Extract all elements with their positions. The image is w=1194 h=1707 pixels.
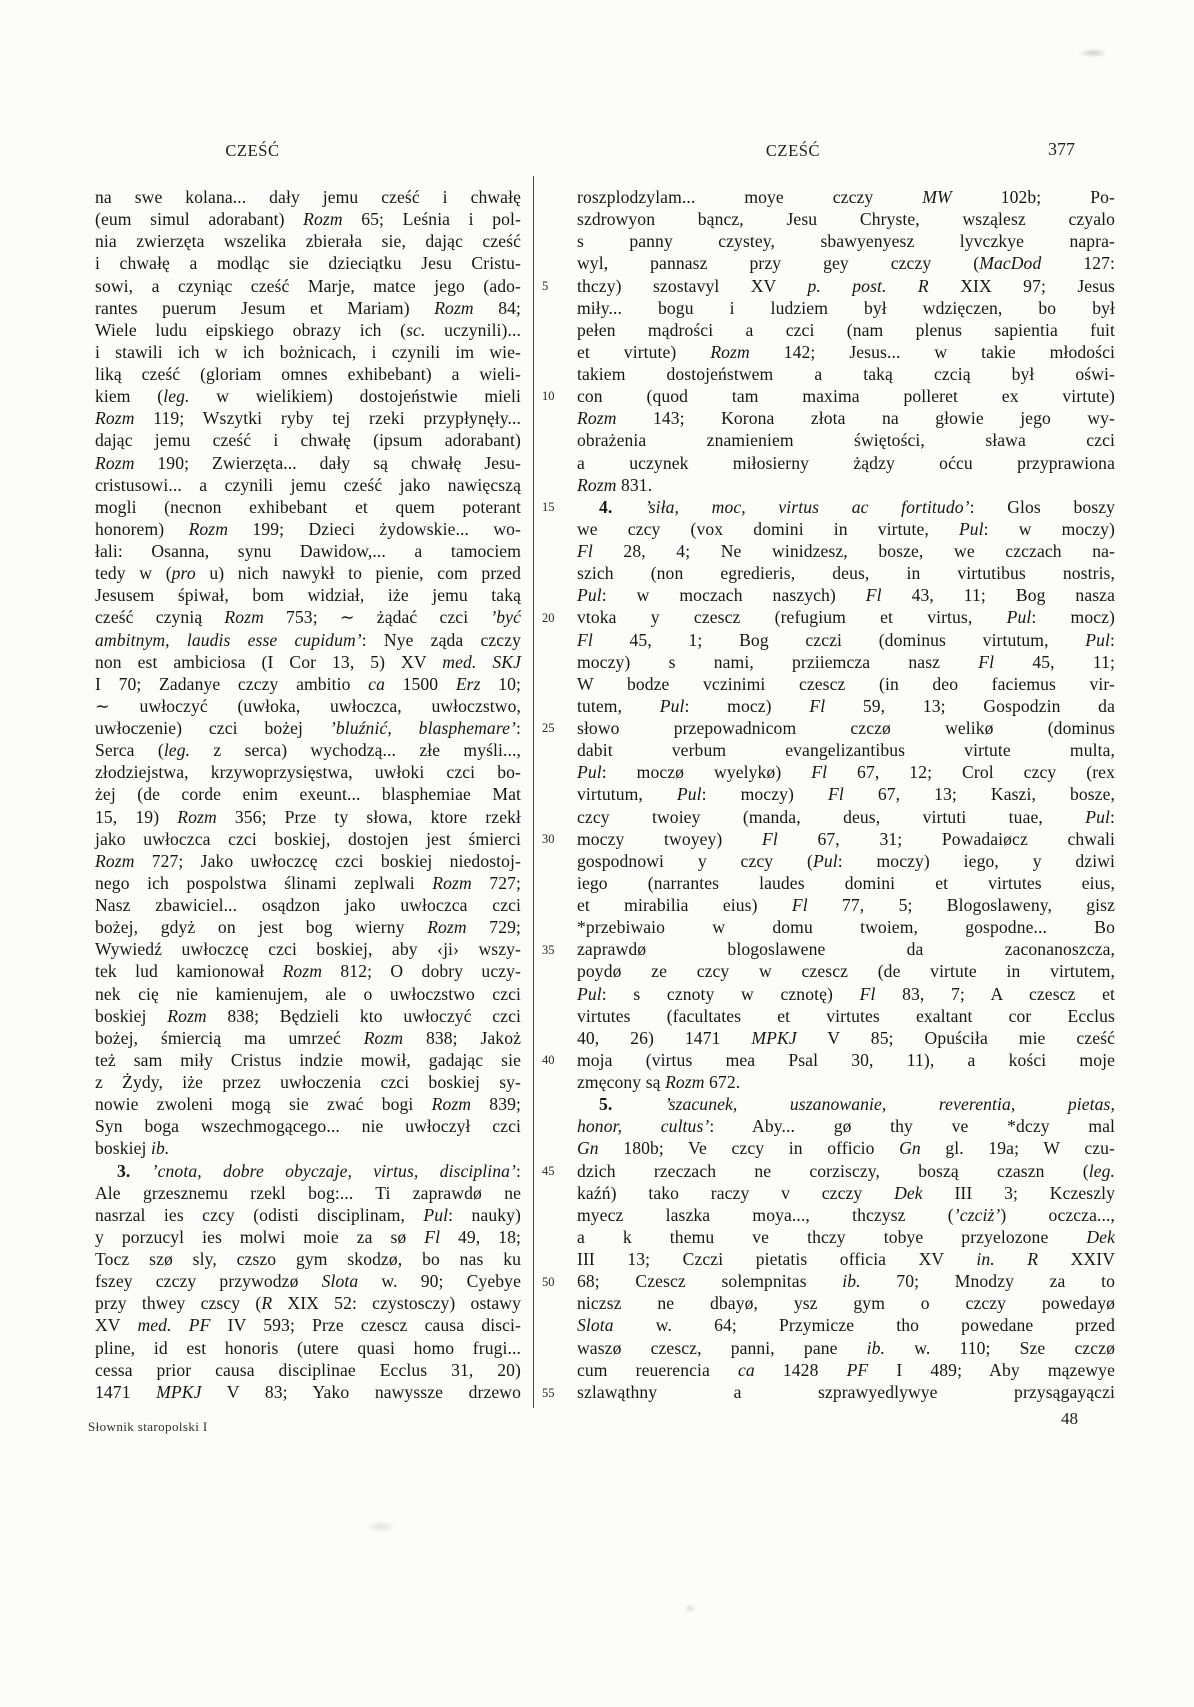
running-head-left: CZEŚĆ xyxy=(225,141,280,160)
text-line: Rozm 190; Zwierzęta... dały są chwałę Jesu- xyxy=(95,452,521,473)
text-line: dzich rzeczach ne corzisczy, boszą czaszn (leg. xyxy=(577,1160,1115,1181)
page-number: 377 xyxy=(1048,139,1075,159)
text-line: pline, id est honoris (utere quasi homo frugi... xyxy=(95,1337,521,1358)
text-line: W bodze vczinimi czescz (in deo faciemus vir- xyxy=(577,673,1115,694)
text-line: nowie zwoleni mogą sie zwać bogi Rozm 839; xyxy=(95,1094,521,1115)
left-text-column xyxy=(95,186,521,1403)
text-line: kaźń) tako raczy v czczy Dek III 3; Kczeszly xyxy=(577,1182,1116,1203)
text-line: moczy twoyey) Fl 67, 31; Powadaiøcz chwali xyxy=(577,828,1115,849)
text-line: cześć czynią Rozm 753; ∼ żądać czci ’być xyxy=(95,607,522,628)
text-line: Rozm 119; Wszytki ryby tej rzeki przypłynęły... xyxy=(95,408,521,429)
text-line: dając jemu cześć i chwałę (ipsum adorabant) xyxy=(95,430,521,451)
text-line: nasrzal ies czcy (odisti disciplinam, Pul: nauky) xyxy=(95,1204,521,1225)
text-line: liką cześć (gloriam omnes exhibebant) a wieli- xyxy=(95,364,521,384)
text-line: rantes puerum Jesum et Mariam) Rozm 84; xyxy=(95,297,522,318)
text-line: bożej, gdyż on jest bog wierny Rozm 729; xyxy=(95,917,521,938)
text-line: moczy) s nami, prziiemcza nasz Fl 45, 11; xyxy=(577,651,1115,672)
text-line: virtutum, Pul: moczy) Fl 67, 13; Kaszi, bosze, xyxy=(577,784,1116,805)
text-line: tutem, Pul: mocz) Fl 59, 13; Gospodzin da xyxy=(577,695,1115,716)
text-line: Wiele ludu eipskiego obrazy ich (sc. uczynili)... xyxy=(95,319,521,340)
text-line: non est ambiciosa (I Cor 13, 5) XV med. SKJ xyxy=(95,651,521,672)
text-line: 4. ’siła, moc, virtus ac fortitudo’: Glos boszy xyxy=(599,496,1115,517)
text-line: zaprawdø blogoslawene da zaconanoszcza, xyxy=(577,939,1115,960)
text-line: roszplodzylam... moye czczy MW 102b; Po- xyxy=(577,187,1115,207)
line-number: 35 xyxy=(542,942,555,957)
line-number: 55 xyxy=(542,1385,555,1400)
text-line: też sam miły Cristus indzie mowił, gadając sie xyxy=(95,1049,521,1070)
text-line: cessa prior causa disciplinae Ecclus 31, 20) xyxy=(95,1359,521,1380)
footer-signature-number: 48 xyxy=(1061,1409,1078,1428)
text-line: czcy twoiey (manda, deus, virtuti tuae, Pul: xyxy=(577,806,1115,827)
text-line: słowo przepowadnicom czczø welikø (dominus xyxy=(577,718,1115,738)
text-line: thczy) szostavyl XV p. post. R XIX 97; Jesus xyxy=(577,275,1116,296)
text-line: honorem) Rozm 199; Dzieci żydowskie... wo- xyxy=(95,518,521,539)
text-line: 3. ’cnota, dobre obyczaje, virtus, disciplina’: xyxy=(117,1160,522,1181)
text-line: *przebiwaio w domu twoiem, gospodne... Bo xyxy=(577,917,1115,938)
text-line: s panny czystey, sbawyenyesz lyvczkye napra- xyxy=(577,231,1115,252)
text-line: na swe kolana... dały jemu cześć i chwałę xyxy=(95,187,521,207)
text-line: szich (non egredieris, deus, in virtutibus nostris, xyxy=(577,563,1115,584)
text-line: Nasz zbawiciel... osądzon jako uwłoczca czci xyxy=(95,895,521,915)
text-line: (eum simul adorabant) Rozm 65; Leśnia i pol- xyxy=(95,209,521,230)
text-line: Pul: moczø wyelykø) Fl 67, 12; Crol czcy (rex xyxy=(577,762,1115,783)
text-line: tek lud kamionował Rozm 812; O dobry uczy- xyxy=(95,961,521,982)
text-line: zmęcony są Rozm 672. xyxy=(577,1072,741,1092)
text-line: a uczynek miłosierny żądzy oćcu przyprawiona xyxy=(577,452,1115,473)
text-line: niczsz ne dbayø, ysz gym o czczy powedayø xyxy=(577,1293,1115,1314)
line-number: 20 xyxy=(542,610,555,625)
text-line: uwłoczenie) czci bożej ’bluźnić, blasphemare’: xyxy=(95,718,521,738)
text-line: Rozm 727; Jako uwłoczcę czci boskiej niedostoj- xyxy=(95,850,521,871)
text-line: i chwałę a modląc sie dzieciątku Jesu Cristu- xyxy=(95,253,521,274)
text-line: gospodnowi y czcy (Pul: moczy) iego, y dziwi xyxy=(577,850,1115,871)
text-line: moja (virtus mea Psal 30, 11), a kości moje xyxy=(577,1049,1115,1070)
text-line: y porzucyl ies molwi moie za sø Fl 49, 18; xyxy=(95,1226,521,1247)
text-line: Pul: s cznoty w cznotę) Fl 83, 7; A czescz et xyxy=(577,983,1116,1004)
line-number: 45 xyxy=(542,1164,555,1179)
text-line: Fl 28, 4; Ne winidzesz, bosze, we czczach na- xyxy=(577,541,1115,561)
line-number-gutter xyxy=(540,186,570,1404)
text-line: i stawili ich w ich bożnicach, i czynili im wie- xyxy=(95,341,521,362)
text-line: cum reuerencia ca 1428 PF I 489; Aby mązewye xyxy=(577,1359,1115,1380)
scan-artifact xyxy=(366,1520,396,1533)
text-line: 40, 26) 1471 MPKJ V 85; Opuściła mie cześć xyxy=(577,1027,1115,1048)
text-line: Slota w. 64; Przymicze tho powedane przed xyxy=(577,1315,1115,1336)
text-line: mogli (necnon exhibebant et quem poterant xyxy=(95,496,521,517)
text-line: nek cię nie kamienujem, ale o uwłoczstwo czci xyxy=(95,983,521,1004)
line-number: 10 xyxy=(542,389,555,404)
text-line: poydø ze czcy w czescz (de virtute in virtutem, xyxy=(577,961,1115,982)
text-line: III 13; Czczi pietatis officia XV in. R XXIV xyxy=(577,1249,1115,1269)
text-line: Fl 45, 1; Bog czczi (dominus virtutum, Pul: xyxy=(577,629,1115,650)
footer-volume-title: Słownik staropolski I xyxy=(88,1419,208,1434)
text-line: Rozm 143; Korona złota na głowie jego wy- xyxy=(577,408,1115,429)
text-line: miły... bogu i ludziem był wdzięczen, bo był xyxy=(577,297,1115,318)
text-line: Rozm 831. xyxy=(577,474,653,495)
text-line: kiem (leg. w wielikiem) dostojeństwie mieli xyxy=(95,386,521,407)
text-line: 1471 MPKJ V 83; Yako nawyssze drzewo xyxy=(95,1381,521,1402)
line-number: 5 xyxy=(542,278,549,293)
text-line: takiem dostojeństwem a taką czcią był oświ- xyxy=(577,364,1115,384)
text-line: myecz laszka moya..., thczysz (’czciż’) oczcza..., xyxy=(577,1204,1115,1225)
text-line: Serca (leg. z serca) wychodzą... złe myśli..., xyxy=(95,740,522,761)
text-line: 15, 19) Rozm 356; Prze ty słowa, ktore rzekł xyxy=(95,806,521,827)
text-line: z Żydy, iże przez uwłoczenia czci boskiej sy- xyxy=(95,1072,521,1092)
text-line: 5. ’szacunek, uszanowanie, reverentia, pietas, xyxy=(599,1094,1115,1115)
text-line: nego ich pospolstwa ślinami zeplwali Rozm 727; xyxy=(95,872,522,893)
text-line: ∼ uwłoczyć (uwłoka, uwłoczca, uwłoczstwo, xyxy=(95,695,521,716)
text-line: vtoka y czescz (refugium et virtus, Pul: mocz) xyxy=(577,607,1115,628)
text-line: et virtute) Rozm 142; Jesus... w takie młodości xyxy=(577,341,1115,362)
text-line: Syn boga wszechmogącego... nie uwłoczył czci xyxy=(95,1116,521,1137)
text-line: virtutes (facultates et virtutes exaltant cor Ecclus xyxy=(577,1005,1115,1026)
text-line: honor, cultus’: Aby... gø thy ve *dczy mal xyxy=(577,1116,1116,1137)
text-line: 68; Czescz solempnitas ib. 70; Mnodzy za to xyxy=(577,1271,1115,1292)
scan-artifact xyxy=(684,1604,696,1613)
text-line: wyl, pannasz przy gey czczy (MacDod 127: xyxy=(577,253,1115,274)
text-line: dabit verbum evangelizantibus virtute multa, xyxy=(577,740,1115,761)
line-number: 50 xyxy=(542,1274,555,1289)
text-line: con (quod tam maxima polleret ex virtute) xyxy=(577,386,1115,407)
text-line: I 70; Zadanye czczy ambitio ca 1500 Erz 10; xyxy=(95,673,521,694)
text-line: XV med. PF IV 593; Prze czescz causa disci- xyxy=(95,1315,522,1336)
scan-artifact xyxy=(1078,48,1108,58)
text-line: ambitnym, laudis esse cupidum’: Nye ząda czczy xyxy=(95,629,521,650)
text-line: cristusowi... a czynili jemu cześć jako nawięcszą xyxy=(95,474,521,495)
line-number: 15 xyxy=(542,499,555,514)
column-divider-rule xyxy=(533,176,534,1408)
text-line: tedy w (pro u) nich nawykł to pienie, com przed xyxy=(95,563,522,584)
text-line: Pul: w moczach naszych) Fl 43, 11; Bog nasza xyxy=(577,585,1115,606)
text-line: Wywiedź uwłoczcę czci boskiej, aby ‹ji› wszy- xyxy=(95,939,521,960)
text-line: żej (de corde enim exeunt... blasphemiae Mat xyxy=(95,784,521,805)
text-line: obrażenia znamieniem świętości, sława czci xyxy=(577,430,1115,451)
text-line: jako uwłoczca czci boskiej, dostojen jest śmierci xyxy=(95,828,521,849)
text-line: et mirabilia eius) Fl 77, 5; Blogoslaweny, gisz xyxy=(577,895,1115,915)
line-number: 40 xyxy=(542,1053,555,1068)
text-line: nia zwierzęta wszelika zbierała sie, dając cześć xyxy=(95,231,521,252)
text-line: bożej, śmiercią ma umrzeć Rozm 838; Jakoż xyxy=(95,1027,522,1048)
text-line: łali: Osanna, synu Dawidow,... a tamociem xyxy=(95,541,521,561)
text-line: fszey czczy przywodzø Slota w. 90; Cyebye xyxy=(95,1271,521,1292)
text-line: boskiej ib. xyxy=(95,1138,170,1159)
right-text-column xyxy=(577,186,1115,1403)
text-line: pełen mądrości a czci (nam plenus sapientia fuit xyxy=(577,319,1115,340)
text-line: we czcy (vox domini in virtute, Pul: w moczy) xyxy=(577,518,1115,539)
text-line: sowi, a czyniąc cześć Marje, matce jego (ado- xyxy=(95,275,521,296)
text-line: Tocz szø sly, czszo gym skodzø, bo nas ku xyxy=(95,1249,521,1269)
text-line: Gn 180b; Ve czcy in officio Gn gl. 19a; W czu- xyxy=(577,1138,1115,1159)
text-line: Jesusem śpiwał, bom widział, iże jemu taką xyxy=(95,585,521,606)
text-line: Ale grzesznemu rzekl bog:... Ti zaprawdø ne xyxy=(95,1182,521,1203)
text-line: waszø czescz, panni, pane ib. w. 110; Sze czczø xyxy=(577,1337,1115,1358)
text-line: szdrowyon bąncz, Jesu Chryste, wsząlesz czyalo xyxy=(577,209,1115,230)
text-line: przy thwey czscy (R XIX 52: czystosczy) ostawy xyxy=(95,1293,521,1314)
running-head-right: CZEŚĆ xyxy=(765,141,821,160)
line-number: 30 xyxy=(542,832,555,847)
text-line: boskiej Rozm 838; Będzieli kto uwłoczyć czci xyxy=(95,1005,521,1026)
text-line: iego (narrantes laudes domini et virtutes eius, xyxy=(577,872,1115,893)
text-line: szlawąthny a szprawyedlywye przysągayączi xyxy=(577,1381,1115,1402)
text-line: a k themu ve thczy tobye przyelozone Dek xyxy=(577,1226,1115,1247)
line-number: 25 xyxy=(542,721,555,736)
text-line: złodziejstwa, krzywoprzysięstwa, uwłoki czci bo- xyxy=(95,762,521,783)
